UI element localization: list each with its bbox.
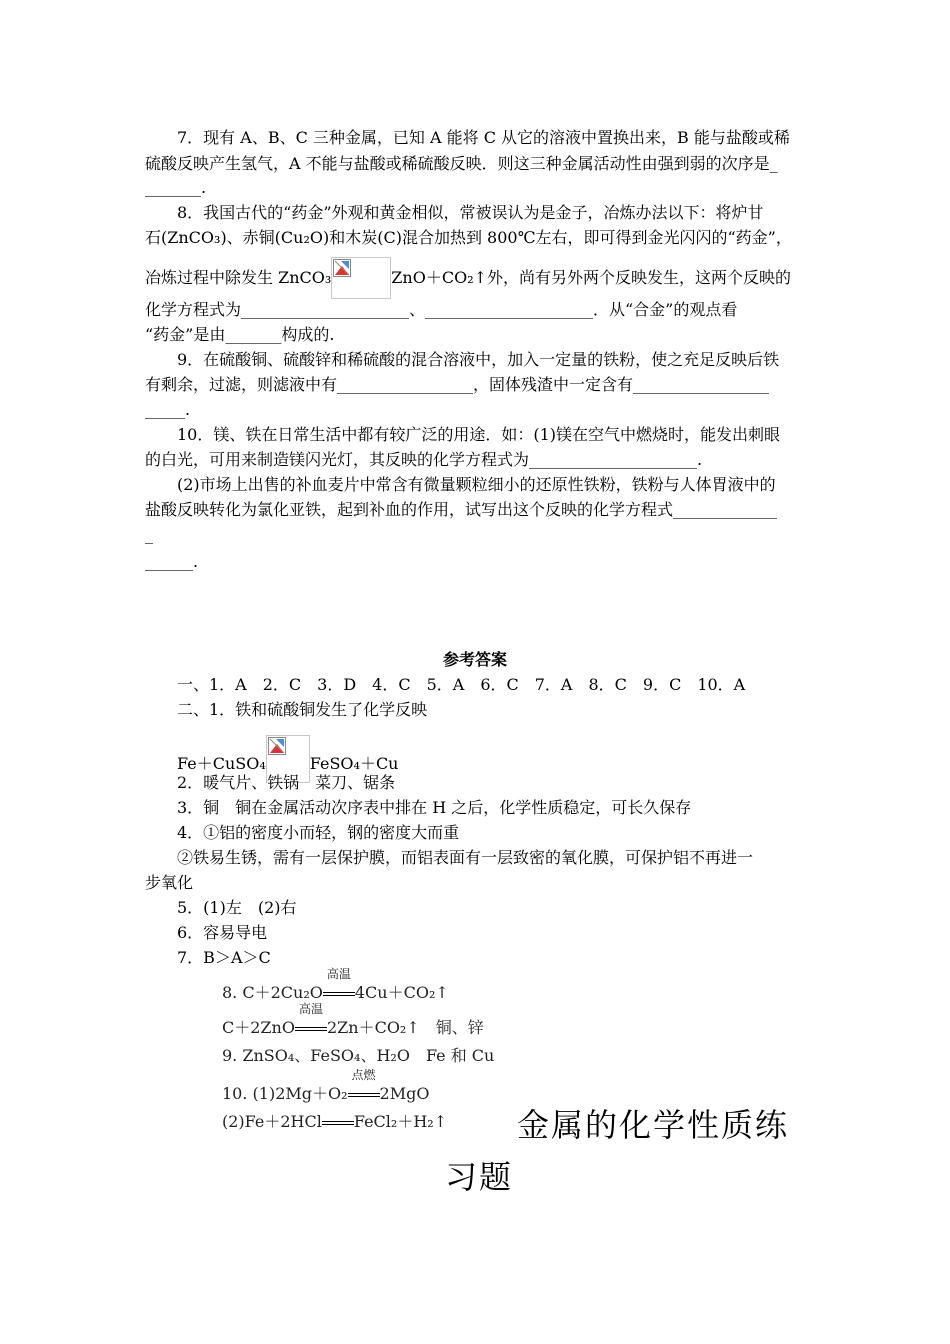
q8-line5: “药金”是由_______构成的. [145, 325, 335, 344]
q10-line1: 10．镁、铁在日常生活中都有较广泛的用途．如：(1)镁在空气中燃烧时，能发出刺眼 [177, 425, 781, 444]
answer-8b [222, 1002, 484, 1039]
q8-eq-left: 冶炼过程中除发生 ZnCO₃ [145, 268, 332, 287]
a8b-condition: 高温 [298, 1002, 323, 1016]
answer-8a [222, 967, 449, 1004]
eq1-left: Fe＋CuSO₄ [177, 754, 266, 773]
answer-7: 7．B＞A＞C [177, 948, 271, 967]
q8-eq-right: ZnO＋CO₂↑外，尚有另外两个反映发生，这两个反映的 [391, 268, 792, 287]
answer-4b-line1: ②铁易生锈，需有一层保护膜，而铝表面有一层致密的氧化膜，可保护铝不再进一 [177, 848, 754, 867]
answer-3: 3．铜 铜在金属活动次序表中排在 H 之后，化学性质稳定，可长久保存 [177, 798, 692, 817]
a8b-products: 2Zn＋CO₂↑ 铜、锌 [326, 1018, 484, 1037]
a8a-reactants: 8. C＋2Cu₂O [222, 983, 323, 1002]
answer-9: 9. ZnSO₄、FeSO₄、H₂O Fe 和 Cu [222, 1046, 495, 1065]
answer-4b-line2: 步氧化 [145, 873, 194, 892]
doc-title-line1: 金属的化学性质练 [517, 1106, 790, 1144]
q10-line3: (2)市场上出售的补血麦片中常含有微量颗粒细小的还原性铁粉，铁粉与人体胃液中的 [177, 475, 776, 494]
reaction-condition [348, 1068, 380, 1105]
q7-line2: 硫酸反映产生氢气，A 不能与盐酸或稀硫酸反映．则这三种金属活动性由强到弱的次序是_ [145, 154, 778, 173]
q10-line6: ______. [145, 552, 199, 571]
a10a-reactants: 10. (1)2Mg＋O₂ [222, 1084, 348, 1103]
q9-line2: 有剩余，过滤，则滤液中有_________________，固体残渣中一定含有_________________ [145, 375, 770, 394]
q8-line3 [145, 257, 791, 299]
q7-line1: 7．现有 A、B、C 三种金属，已知 A 能将 C 从它的溶液中置换出来，B 能与盐酸或稀 [177, 128, 790, 147]
answers-title: 参考答案 [442, 650, 507, 669]
a10b-products: FeCl₂＋H₂↑ [353, 1112, 448, 1131]
answers-part2-1: 二、1．铁和硫酸铜发生了化学反映 [177, 700, 428, 719]
q8-line1: 8．我国古代的“药金”外观和黄金相似，常被误认为是金子，冶炼办法以下：将炉甘 [177, 203, 764, 222]
a10a-products: 2MgO [379, 1084, 430, 1103]
a10b-reactants: (2)Fe＋2HCl [222, 1112, 322, 1131]
doc-title-line2: 习题 [445, 1158, 514, 1196]
reaction-arrow [322, 1111, 354, 1133]
eq1-right: FeSO₄＋Cu [309, 754, 399, 773]
answer-4: 4．①铝的密度小而轻，钢的密度大而重 [177, 823, 460, 842]
broken-image-icon [331, 257, 391, 299]
a8b-reactants: C＋2ZnO [222, 1018, 295, 1037]
q10-line5: _ [145, 525, 153, 544]
reaction-condition [295, 1002, 327, 1039]
a8a-condition: 高温 [326, 967, 351, 981]
q8-line4: 化学方程式为_____________________、_____________________．从“合金”的观点看 [145, 300, 738, 319]
q10-line2: 的白光，可用来制造镁闪光灯，其反映的化学方程式为_____________________. [145, 450, 703, 469]
answers-part1: 一、1．A 2．C 3．D 4．C 5．A 6．C 7．A 8．C 9．C 10．A [177, 675, 746, 694]
answer-6: 6．容易导电 [177, 923, 268, 942]
q7-line3: _______. [145, 178, 207, 197]
q10-line4: 盐酸反映转化为氯化亚铁，起到补血的作用，试写出这个反映的化学方程式_____________ [145, 500, 778, 519]
q9-line3: _____. [145, 400, 191, 419]
a10a-condition: 点燃 [351, 1068, 376, 1082]
q8-line2: 石(ZnCO₃)、赤铜(Cu₂O)和木炭(C)混合加热到 800℃左右，即可得到金光闪闪的“药金”， [145, 228, 792, 247]
answer-5: 5．(1)左 (2)右 [177, 898, 297, 917]
answer-10a [222, 1068, 430, 1105]
reaction-condition [323, 967, 355, 1004]
answer-2: 2．暖气片、铁锅 菜刀、锯条 [177, 773, 396, 792]
a8a-products: 4Cu＋CO₂↑ [354, 983, 449, 1002]
q9-line1: 9．在硫酸铜、硫酸锌和稀硫酸的混合溶液中，加入一定量的铁粉，使之充足反映后铁 [177, 350, 780, 369]
answer-10b [222, 1111, 447, 1133]
